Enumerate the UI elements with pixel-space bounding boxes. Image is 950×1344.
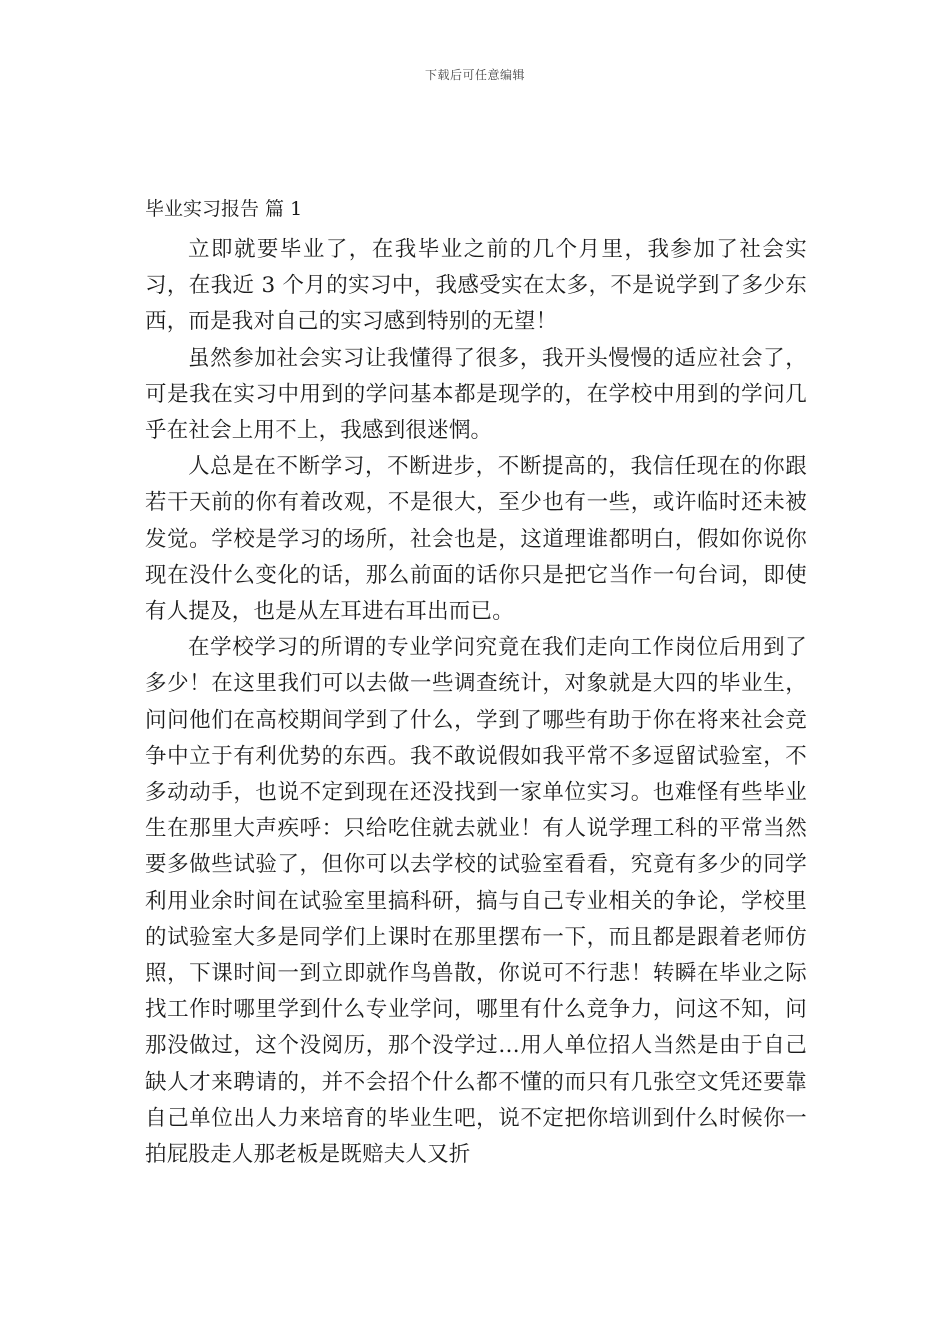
- document-body: [145, 196, 807, 1173]
- document-title: 毕业实习报告 篇 1: [145, 198, 303, 220]
- paragraph-2: 虽然参加社会实习让我懂得了很多，我开头慢慢的适应社会了，可是我在实习中用到的学问基本都是现学的，在学校中用到的学问几乎在社会上用不上，我感到很迷惘。: [145, 345, 807, 444]
- paragraph-4: 在学校学习的所谓的专业学问究竟在我们走向工作岗位后用到了多少！在这里我们可以去做一些调查统计，对象就是大四的毕业生，问问他们在高校期间学到了什么，学到了哪些有助于你在将来社会竞争中立于有利优势的东西。我不敢说假如我平常不多逗留试验室，不多动动手，也说不定到现在还没找到一家单位实习。也难怪有些毕业生在那里大声疾呼：只给吃住就去就业！有人说学理工科的平常当然要多做些试验了，但你可以去学校的试验室看看，究竟有多少的同学利用业余时间在试验室里搞科研，搞与自己专业相关的争论，学校里的试验室大多是同学们上课时在那里摆布一下，而且都是跟着老师仿照，下课时间一到立即就作鸟兽散，你说可不行悲！转瞬在毕业之际找工作时哪里学到什么专业学问，哪里有什么竞争力，问这不知，问那没做过，这个没阅历，那个没学过…用人单位招人当然是由于自己缺人才来聘请的，并不会招个什么都不懂的而只有几张空文凭还要靠自己单位出人力来培育的毕业生吧，说不定把你培训到什么时候你一拍屁股走人那老板是既赔夫人又折: [145, 635, 807, 1168]
- paragraph-1: 立即就要毕业了，在我毕业之前的几个月里，我参加了社会实习，在我近 3 个月的实习中，我感受实在太多，不是说学到了多少东西，而是我对自己的实习感到特别的无望！: [145, 237, 807, 335]
- page-header: 下载后可任意编辑: [424, 68, 525, 82]
- paragraph-3: 人总是在不断学习，不断进步，不断提高的，我信任现在的你跟若干天前的你有着改观，不是很大，至少也有一些，或许临时还未被发觉。学校是学习的场所，社会也是，这道理谁都明白，假如你说你现在没什么变化的话，那么前面的话你只是把它当作一句台词，即使有人提及，也是从左耳进右耳出而已。: [145, 454, 807, 625]
